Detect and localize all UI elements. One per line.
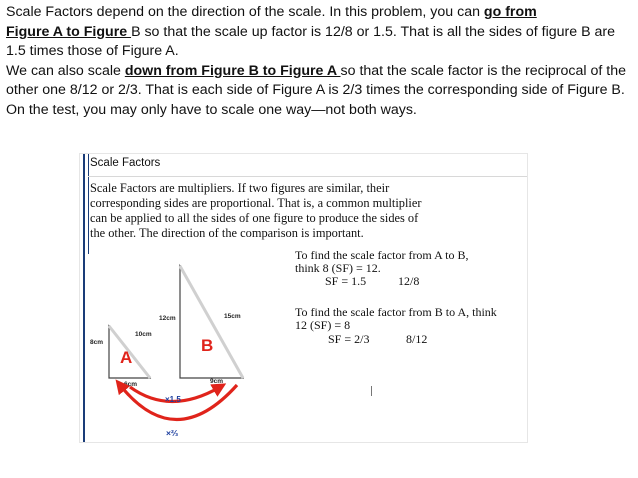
panel-body-text: Scale Factors are multipliers. If two figures are similar, their corresponding sides are proportional. That is, a common multiplier can be applied to all the sides of one figure to produce the sides of the other. The direction of the comparison is important.: [90, 181, 422, 240]
scale-up-factor: ×1.5: [165, 395, 181, 404]
b-to-a-line2: 12 (SF) = 8: [295, 318, 351, 332]
intro-text: We can also scale: [6, 62, 125, 79]
intro-paragraph: [6, 3, 634, 121]
a-to-b-fraction: 12/8: [398, 274, 420, 288]
intro-link-go-from: go from: [483, 4, 537, 20]
a-to-b-line2: think 8 (SF) = 12.: [295, 261, 381, 275]
intro-text: so that the scale factor is the reciprocal of the other one 8/12 or 2/3. That is each side of Figure A is 2/3 times the corresponding side of Figure B. On the test, you may only have to scale one way—not both ways.: [6, 62, 626, 118]
a-hypotenuse-label: 10cm: [135, 331, 152, 338]
b-hypotenuse-label: 15cm: [224, 313, 241, 320]
a-base-label: 6cm: [124, 381, 138, 388]
b-to-a-result: SF = 2/3: [328, 332, 370, 346]
a-to-b-result: SF = 1.5: [325, 274, 367, 288]
scale-down-factor: ×⅔: [166, 428, 179, 438]
b-left-side-label: 12cm: [159, 315, 176, 322]
text-cursor: [371, 386, 372, 396]
b-to-a-fraction: 8/12: [406, 332, 428, 346]
intro-text: B so that the scale up factor is 12/8 or 1.5. That is all the sides of figure B are 1.5 times those of Figure A.: [6, 23, 616, 60]
b-to-a-line1: To find the scale factor from B to A, think: [295, 305, 497, 319]
triangle-a-label: A: [120, 348, 133, 367]
scale-factors-panel: [80, 154, 527, 442]
panel-title: Scale Factors: [90, 157, 161, 169]
a-left-side-label: 8cm: [90, 339, 104, 346]
triangle-b-label: B: [201, 336, 214, 355]
intro-link-a-to-b: Figure A to Figure: [6, 23, 132, 40]
triangle-b-shadow: [180, 266, 243, 378]
intro-link-b-to-a: down from Figure B to Figure A: [124, 62, 341, 79]
b-base-label: 9cm: [210, 378, 224, 385]
similar-triangles-figure: [80, 154, 527, 442]
intro-text: Scale Factors depend on the direction of the scale. In this problem, you can: [6, 4, 484, 20]
a-to-b-line1: To find the scale factor from A to B,: [295, 248, 469, 262]
